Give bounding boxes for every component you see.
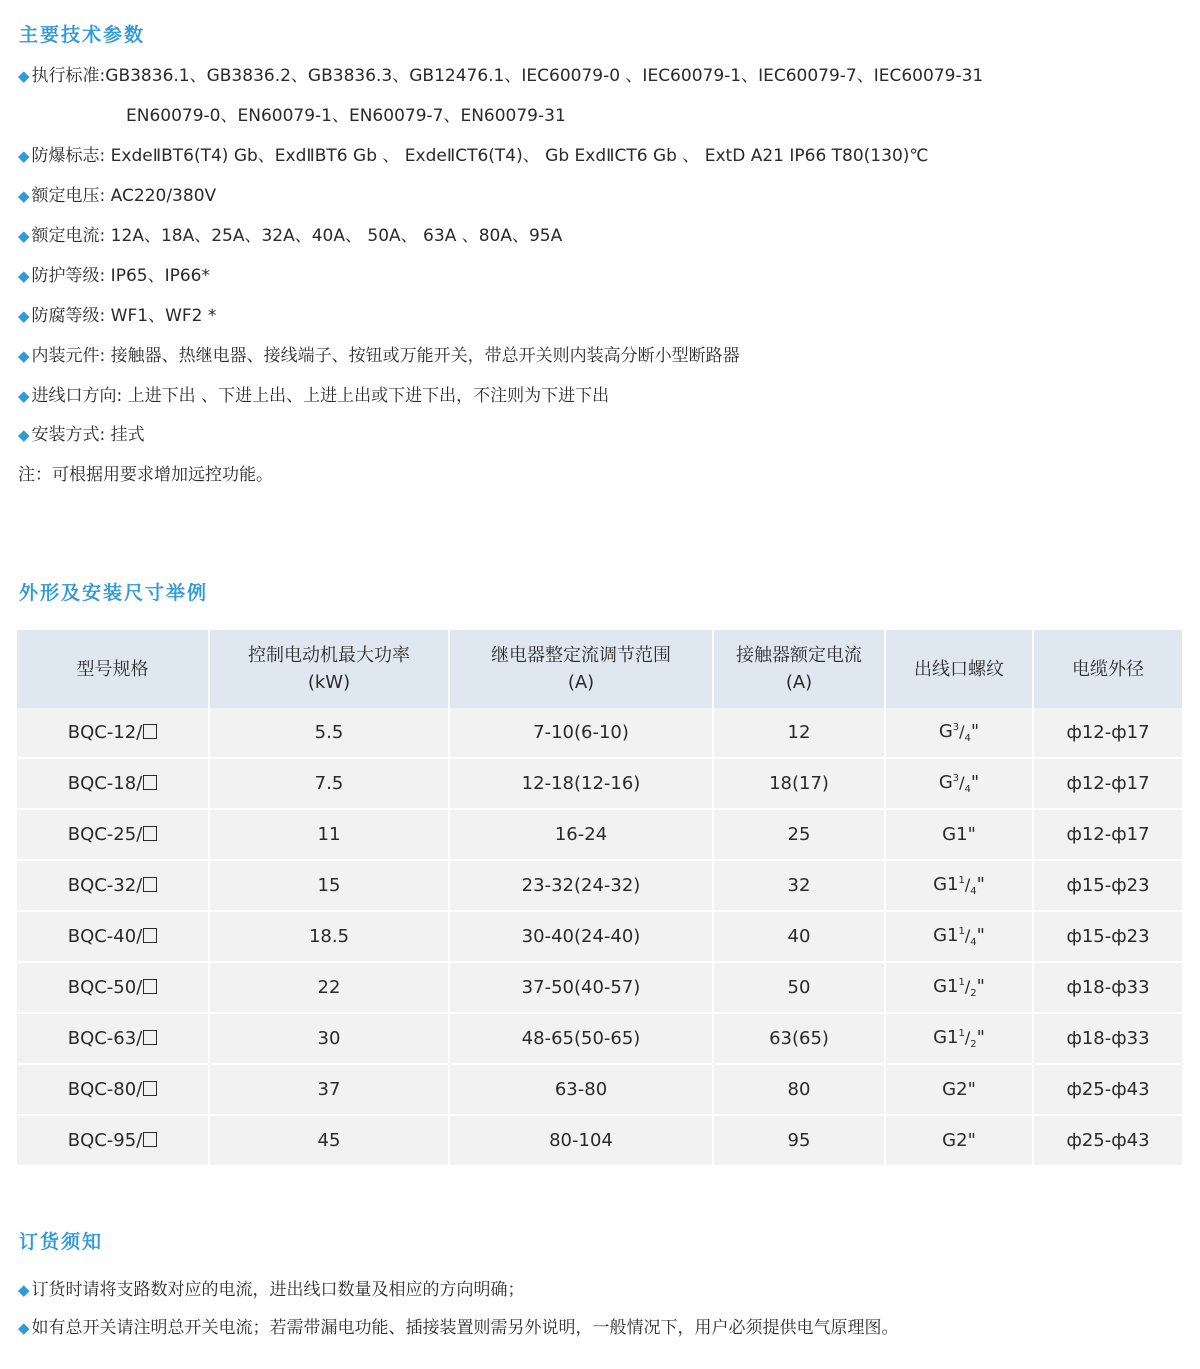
header-model: 型号规格 [17, 630, 209, 708]
header-contactor-current: 接触器额定电流 (A) [713, 630, 885, 708]
param-mounting [18, 424, 145, 446]
param-components-value: 接触器、热继电器、接线端子、按钮或万能开关，带总开关则内装高分断小型断路器 [105, 346, 740, 366]
cell-thread: $G1^1/_4$" [885, 860, 1033, 911]
param-explosion-mark-value: ExdeⅡBT6(T4) Gb、ExdⅡBT6 Gb 、 ExdeⅡCT6(T4)、 Gb ExdⅡCT6 Gb 、 ExtD A21 IP66 T80(130)℃ [105, 146, 929, 166]
cell-power: 37 [209, 1064, 449, 1115]
table-row [17, 1115, 1182, 1165]
placeholder-box-icon [143, 928, 157, 943]
placeholder-box-icon [143, 979, 157, 994]
diamond-bullet-icon: ◆ [18, 426, 30, 444]
diamond-bullet-icon: ◆ [18, 267, 30, 285]
section-title-dimensions: 外形及安装尺寸举例 [19, 582, 209, 604]
param-note: 注：可根据用要求增加远控功能。 [18, 465, 273, 485]
order-note-2 [18, 1317, 899, 1339]
cell-cable-diameter: ф15-ф23 [1033, 911, 1182, 962]
param-explosion-mark-label: 防爆标志: [31, 146, 106, 166]
param-cable-direction-label: 进线口方向: [31, 386, 123, 406]
section-title-order: 订货须知 [19, 1231, 104, 1253]
cell-model: BQC-40/ [17, 911, 209, 962]
cell-contactor-current: 32 [713, 860, 885, 911]
diamond-bullet-icon: ◆ [18, 67, 30, 85]
param-cable-direction-value: 上进下出 、下进上出、上进上出或下进下出，不注则为下进下出 [122, 386, 610, 406]
placeholder-box-icon [143, 1030, 157, 1045]
cell-contactor-current: 40 [713, 911, 885, 962]
param-rated-current-value: 12A、18A、25A、32A、40A、 50A、 63A 、80A、95A [105, 226, 563, 246]
cell-cable-diameter: ф12-ф17 [1033, 708, 1182, 758]
param-standard-value: GB3836.1、GB3836.2、GB3836.3、GB12476.1、IEC60079-0 、IEC60079-1、IEC60079-7、IEC60079-31 [105, 66, 984, 86]
table-row [17, 911, 1182, 962]
param-standard-continued: EN60079-0、EN60079-1、EN60079-7、EN60079-31 [126, 106, 566, 126]
cell-cable-diameter: ф12-ф17 [1033, 758, 1182, 809]
cell-contactor-current: 63(65) [713, 1013, 885, 1064]
spec-table [17, 630, 1182, 1165]
order-note-2-text: 如有总开关请注明总开关电流；若需带漏电功能、插接装置则需另外说明，一般情况下，用户必须提供电气原理图。 [31, 1318, 899, 1338]
cell-relay-range: 12-18(12-16) [449, 758, 713, 809]
param-explosion-mark [18, 145, 928, 167]
cell-power: 5.5 [209, 708, 449, 758]
cell-relay-range: 7-10(6-10) [449, 708, 713, 758]
cell-contactor-current: 95 [713, 1115, 885, 1165]
param-components [18, 345, 740, 367]
header-thread: 出线口螺纹 [885, 630, 1033, 708]
cell-relay-range: 23-32(24-32) [449, 860, 713, 911]
cell-thread: G1" [885, 809, 1033, 860]
cell-contactor-current: 18(17) [713, 758, 885, 809]
diamond-bullet-icon: ◆ [18, 227, 30, 245]
table-row [17, 962, 1182, 1013]
table-row [17, 860, 1182, 911]
param-mounting-value: 挂式 [105, 425, 145, 445]
cell-thread: G2" [885, 1115, 1033, 1165]
cell-relay-range: 30-40(24-40) [449, 911, 713, 962]
cell-thread: $G^3/_4$" [885, 708, 1033, 758]
param-anticorrosion [18, 305, 216, 327]
diamond-bullet-icon: ◆ [18, 347, 30, 365]
cell-thread: G2" [885, 1064, 1033, 1115]
param-anticorrosion-label: 防腐等级: [31, 306, 106, 326]
cell-cable-diameter: ф18-ф33 [1033, 1013, 1182, 1064]
placeholder-box-icon [143, 877, 157, 892]
cell-relay-range: 16-24 [449, 809, 713, 860]
section-title-params: 主要技术参数 [19, 24, 146, 46]
cell-model: BQC-25/ [17, 809, 209, 860]
param-cable-direction [18, 385, 609, 407]
cell-relay-range: 48-65(50-65) [449, 1013, 713, 1064]
cell-model: BQC-12/ [17, 708, 209, 758]
param-components-label: 内装元件: [31, 346, 106, 366]
cell-relay-range: 37-50(40-57) [449, 962, 713, 1013]
cell-cable-diameter: ф18-ф33 [1033, 962, 1182, 1013]
cell-cable-diameter: ф15-ф23 [1033, 860, 1182, 911]
cell-power: 22 [209, 962, 449, 1013]
order-note-1 [18, 1279, 525, 1301]
placeholder-box-icon [143, 826, 157, 841]
placeholder-box-icon [143, 1081, 157, 1096]
header-relay-range: 继电器整定流调节范围 (A) [449, 630, 713, 708]
table-row [17, 809, 1182, 860]
diamond-bullet-icon: ◆ [18, 1281, 30, 1299]
cell-model: BQC-50/ [17, 962, 209, 1013]
param-anticorrosion-value: WF1、WF2 * [105, 306, 217, 326]
cell-contactor-current: 12 [713, 708, 885, 758]
cell-model: BQC-63/ [17, 1013, 209, 1064]
table-header-row [17, 630, 1182, 708]
cell-cable-diameter: ф25-ф43 [1033, 1115, 1182, 1165]
param-rated-voltage [18, 185, 216, 207]
cell-relay-range: 63-80 [449, 1064, 713, 1115]
cell-power: 15 [209, 860, 449, 911]
cell-power: 7.5 [209, 758, 449, 809]
placeholder-box-icon [143, 1132, 157, 1147]
cell-model: BQC-80/ [17, 1064, 209, 1115]
param-standard-label: 执行标准: [31, 66, 106, 86]
placeholder-box-icon [143, 775, 157, 790]
cell-thread: $G^3/_4$" [885, 758, 1033, 809]
param-mounting-label: 安装方式: [31, 425, 106, 445]
cell-thread: $G1^1/_4$" [885, 911, 1033, 962]
cell-cable-diameter: ф25-ф43 [1033, 1064, 1182, 1115]
param-protection-label: 防护等级: [31, 266, 106, 286]
header-power: 控制电动机最大功率 (kW) [209, 630, 449, 708]
param-protection-value: IP65、IP66* [105, 266, 210, 286]
cell-thread: $G1^1/_2$" [885, 1013, 1033, 1064]
diamond-bullet-icon: ◆ [18, 387, 30, 405]
cell-cable-diameter: ф12-ф17 [1033, 809, 1182, 860]
param-rated-current [18, 225, 562, 247]
diamond-bullet-icon: ◆ [18, 187, 30, 205]
param-standard [18, 65, 983, 87]
param-rated-voltage-label: 额定电压: [31, 186, 106, 206]
diamond-bullet-icon: ◆ [18, 307, 30, 325]
header-cable-diameter: 电缆外径 [1033, 630, 1182, 708]
cell-thread: $G1^1/_2$" [885, 962, 1033, 1013]
table-row [17, 708, 1182, 758]
order-note-1-text: 订货时请将支路数对应的电流，进出线口数量及相应的方向明确； [31, 1280, 525, 1300]
cell-power: 18.5 [209, 911, 449, 962]
table-row [17, 1064, 1182, 1115]
param-protection [18, 265, 210, 287]
cell-contactor-current: 25 [713, 809, 885, 860]
param-rated-current-label: 额定电流: [31, 226, 106, 246]
cell-model: BQC-18/ [17, 758, 209, 809]
cell-contactor-current: 50 [713, 962, 885, 1013]
diamond-bullet-icon: ◆ [18, 147, 30, 165]
table-row [17, 1013, 1182, 1064]
cell-relay-range: 80-104 [449, 1115, 713, 1165]
diamond-bullet-icon: ◆ [18, 1319, 30, 1337]
cell-power: 30 [209, 1013, 449, 1064]
param-rated-voltage-value: AC220/380V [105, 186, 217, 206]
table-row [17, 758, 1182, 809]
cell-model: BQC-32/ [17, 860, 209, 911]
placeholder-box-icon [143, 724, 157, 739]
cell-model: BQC-95/ [17, 1115, 209, 1165]
cell-power: 11 [209, 809, 449, 860]
cell-contactor-current: 80 [713, 1064, 885, 1115]
cell-power: 45 [209, 1115, 449, 1165]
